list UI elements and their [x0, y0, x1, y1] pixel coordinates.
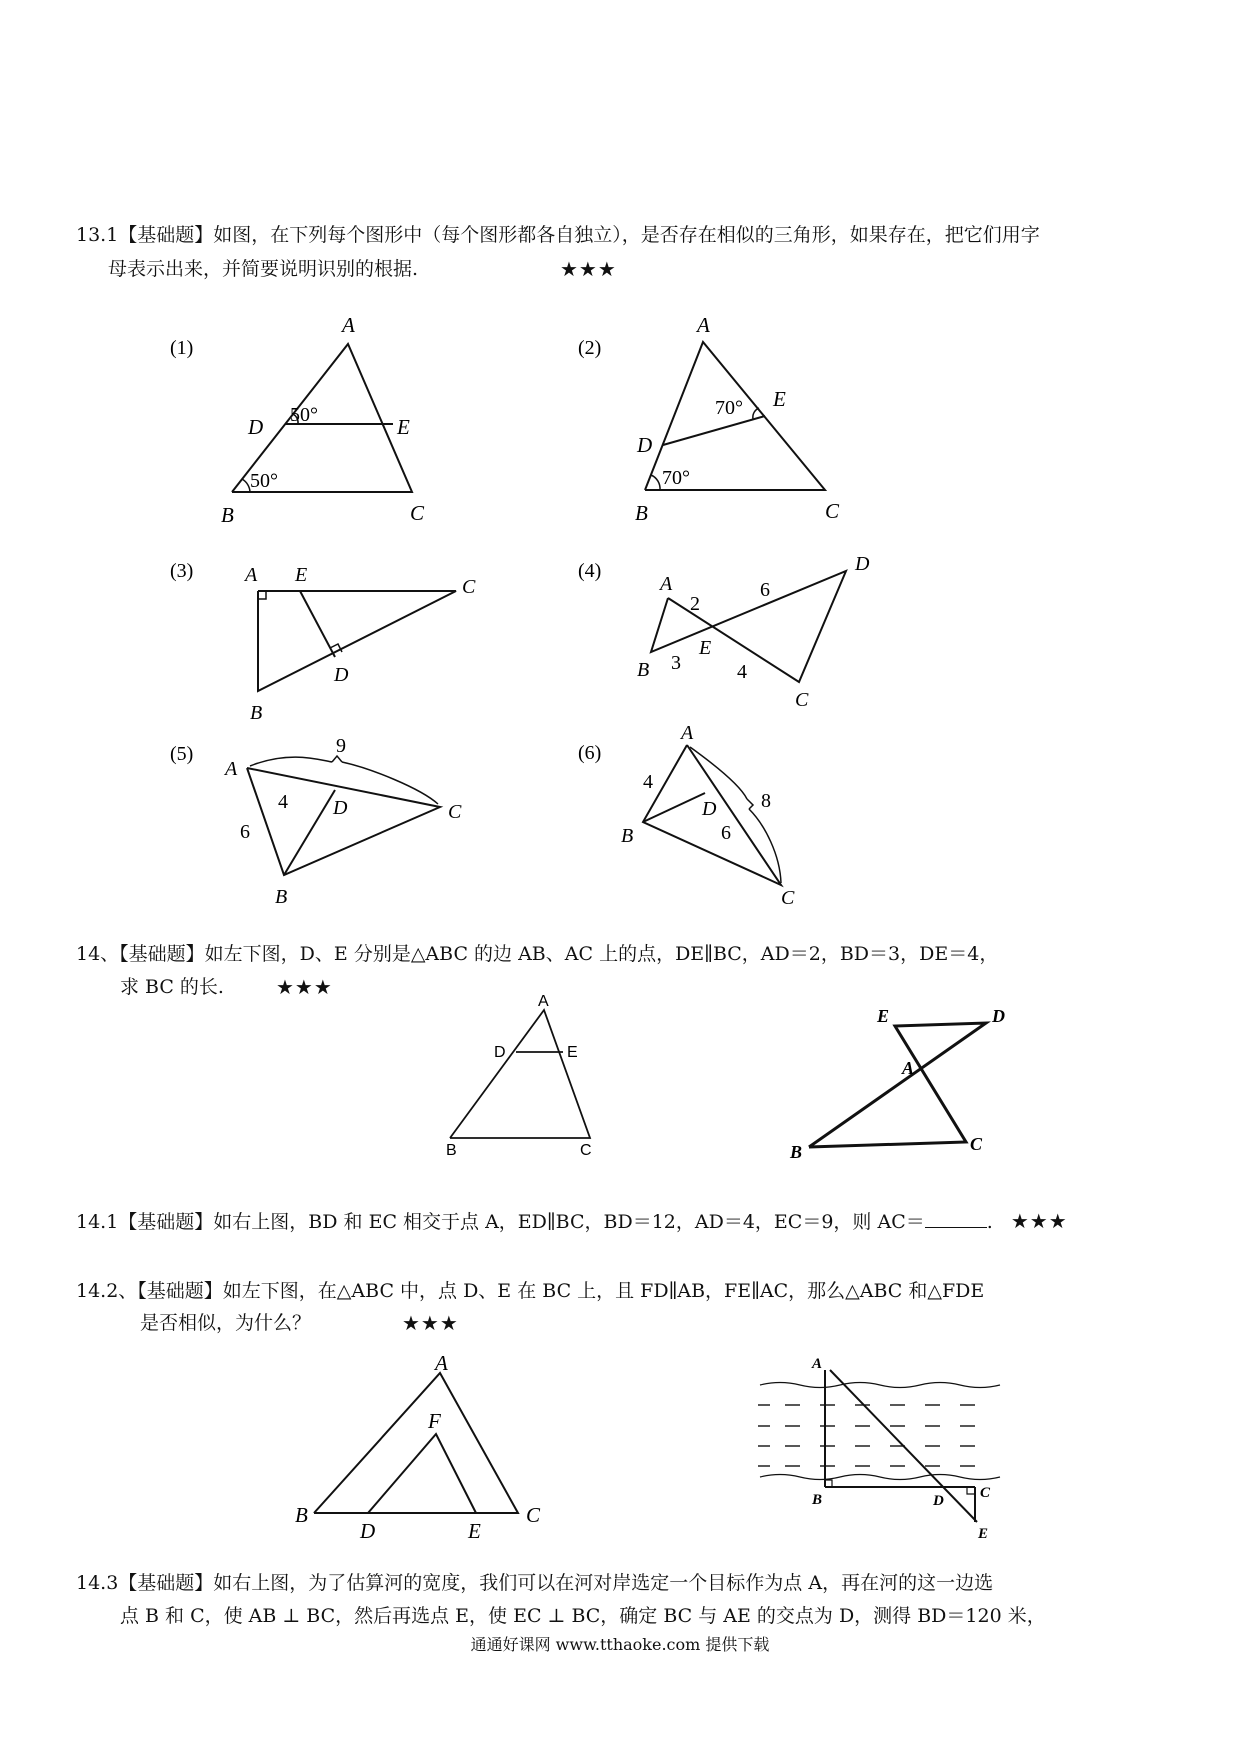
footer-source: 通通好课网 www.tthaoke.com 提供下载: [470, 1635, 770, 1654]
fig3-label-d: D: [334, 664, 349, 686]
fig14-2-label-c: C: [526, 1503, 541, 1527]
q14-2-line1: 14.2、【基础题】如左下图，在△ABC 中，点 D、E 在 BC 上，且 FD∥AB，FE∥AC，那么△ABC 和△FDE: [76, 1280, 985, 1302]
fig4-value-ec: 4: [737, 661, 747, 683]
q14-1-text: 14.1【基础题】如右上图，BD 和 EC 相交于点 A，ED∥BC，BD＝12，AD＝4，EC＝9，则 AC＝: [76, 1211, 925, 1233]
fig5-value-ad: 4: [278, 791, 288, 813]
fig4-number: (4): [578, 560, 602, 582]
fig6-label-c: C: [781, 887, 795, 905]
fig6-number: (6): [578, 742, 602, 764]
fig4-label-e: E: [699, 637, 712, 659]
fig14-3-label-e: E: [978, 1526, 989, 1540]
fig14-label-d: D: [494, 1044, 506, 1061]
fig4-label-c: C: [795, 689, 809, 711]
fig14-3-label-b: B: [812, 1492, 823, 1508]
fig1-angle-d: 50°: [290, 404, 318, 426]
fig14-1-label-e: E: [877, 1006, 890, 1026]
fig5-label-c: C: [448, 801, 462, 823]
fig14-3-label-d: D: [933, 1493, 944, 1509]
fig4-value-ed: 6: [760, 579, 770, 601]
fig14-3-label-a: A: [812, 1356, 823, 1372]
fig2-label-b: B: [635, 501, 648, 525]
fig14-1-label-c: C: [970, 1134, 983, 1154]
fig4-label-b: B: [637, 659, 650, 681]
q14-3-line2: 点 B 和 C，使 AB ⊥ BC，然后再选点 E，使 EC ⊥ BC，确定 BC 与 AE 的交点为 D，测得 BD＝120 米，: [120, 1605, 1046, 1627]
figure-1: [170, 310, 470, 530]
fig3-number: (3): [170, 560, 194, 582]
fig1-number: (1): [170, 337, 194, 359]
q13-1-line1: 13.1【基础题】如图，在下列每个图形中（每个图形都各自独立），是否存在相似的三角形，如果存在，把它们用字: [76, 224, 1040, 246]
fig4-label-a: A: [660, 573, 673, 595]
fig5-number: (5): [170, 743, 194, 765]
fig5-label-a: A: [225, 758, 238, 780]
fig14-1-label-a: A: [902, 1058, 915, 1078]
fig1-label-c: C: [410, 501, 425, 525]
fig2-number: (2): [578, 337, 602, 359]
fig5-label-b: B: [275, 886, 288, 908]
fig14-label-a: A: [538, 993, 549, 1010]
fig14-1-label-b: B: [790, 1142, 803, 1162]
fig4-label-d: D: [855, 553, 870, 575]
fig2-label-c: C: [825, 499, 840, 523]
q14-2-line2: 是否相似，为什么？: [140, 1312, 312, 1334]
figure-6: [575, 725, 895, 905]
q14-1-line: [76, 1208, 1068, 1235]
fig5-label-d: D: [333, 797, 348, 819]
fig1-label-b: B: [221, 503, 234, 527]
fig5-value-ac: 9: [336, 735, 346, 757]
fig5-value-ab: 6: [240, 821, 250, 843]
fig6-label-b: B: [621, 825, 634, 847]
fig1-label-e: E: [397, 415, 410, 439]
fig2-label-e: E: [773, 387, 786, 411]
figure-14: [430, 990, 610, 1160]
figure-14-2: [290, 1350, 560, 1540]
fig6-value-dc: 6: [721, 822, 731, 844]
fig14-2-label-f: F: [428, 1409, 441, 1433]
q14-1-stars: ★★★: [1010, 1209, 1068, 1233]
q14-2-stars: ★★★: [402, 1311, 459, 1335]
q14-line1: 14、【基础题】如左下图，D、E 分别是△ABC 的边 AB、AC 上的点，DE∥BC，AD＝2，BD＝3，DE＝4，: [76, 943, 999, 965]
figure-14-1: [770, 998, 1030, 1173]
fig4-value-ae: 2: [690, 593, 700, 615]
q13-1-stars: ★★★: [560, 257, 617, 281]
fig4-value-be: 3: [671, 652, 681, 674]
q14-line2: 求 BC 的长.: [120, 976, 224, 998]
fig3-label-c: C: [462, 576, 476, 598]
figure-14-3: [740, 1350, 1020, 1540]
fig6-value-ab: 4: [643, 771, 653, 793]
fig2-angle-b: 70°: [662, 467, 690, 489]
fig6-value-ac: 8: [761, 790, 771, 812]
fig14-2-label-d: D: [360, 1519, 376, 1540]
figure-4: [575, 548, 895, 718]
q14-1-end: .: [986, 1211, 993, 1233]
fig1-label-d: D: [248, 415, 264, 439]
figure-5: [170, 730, 490, 910]
fig14-label-e: E: [567, 1044, 578, 1061]
fig14-2-label-a: A: [435, 1351, 448, 1375]
fig14-label-b: B: [446, 1142, 457, 1159]
fig3-label-a: A: [245, 564, 258, 586]
q14-3-line1: 14.3【基础题】如右上图，为了估算河的宽度，我们可以在河对岸选定一个目标作为点 A，再在河的这一边选: [76, 1572, 994, 1594]
fig3-label-b: B: [250, 702, 263, 724]
fig1-angle-b: 50°: [250, 470, 278, 492]
fig3-label-e: E: [295, 564, 308, 586]
fig14-2-label-b: B: [295, 1503, 308, 1527]
fig14-3-label-c: C: [980, 1485, 991, 1501]
fig14-1-label-d: D: [992, 1006, 1005, 1026]
fig1-label-a: A: [342, 313, 355, 337]
fig2-label-d: D: [637, 433, 653, 457]
fig14-label-c: C: [580, 1142, 592, 1159]
q14-stars: ★★★: [276, 975, 333, 999]
fig6-label-d: D: [702, 798, 717, 820]
figure-2: [575, 310, 875, 530]
fig2-label-a: A: [697, 313, 710, 337]
fig6-label-a: A: [681, 725, 694, 744]
q13-1-line2: 母表示出来，并简要说明识别的根据.: [108, 258, 419, 280]
figure-3: [170, 555, 490, 725]
fig2-angle-e: 70°: [715, 397, 743, 419]
fig14-2-label-e: E: [468, 1519, 481, 1540]
q14-1-answer-blank[interactable]: [925, 1209, 987, 1228]
